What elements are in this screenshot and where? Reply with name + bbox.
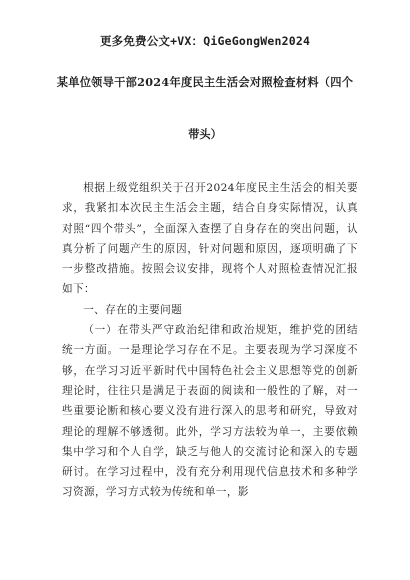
watermark-header: 更多免费公文+VX：QiGeGongWen2024 bbox=[99, 34, 311, 48]
section-paragraph: （一）在带头严守政治纪律和政治规矩，维护党的团结统一方面。一是理论学习存在不足。主要表现为学习深度不够，在学习习近平新时代中国特色社会主义思想等党的创新理论时，往往只是满足于表面的阅读和一般性的了解，对一些重要论断和核心要义没有进行深入的思考和研究，导致对理论的理解不够透彻。此外，学习方法较为单一，主要依赖集中学习和个人自学，缺乏与他人的交流讨论和深入的专题研讨。在学习过程中，没有充分利用现代信息技术和多种学习资源，学习方式较为传统和单一，影 bbox=[62, 324, 358, 499]
intro-paragraph: 根据上级党组织关于召开2024年度民主生活会的相关要求，我紧扣本次民主生活会主题，结合自身实际情况，认真对照“四个带头”，全面深入查摆了自身存在的突出问题，认真分析了问题产生的原因，针对问题和原因，逐项明确了下一步整改措施。按照会议安排，现将个人对照检查情况汇报如下： bbox=[62, 182, 358, 296]
document-title-line-2: 带头） bbox=[188, 127, 222, 141]
section-heading: 一、存在的主要问题 bbox=[83, 303, 183, 316]
document-body bbox=[62, 178, 358, 503]
document-title-line-1: 某单位领导干部2024年度民主生活会对照检查材料（四个 bbox=[56, 75, 354, 89]
